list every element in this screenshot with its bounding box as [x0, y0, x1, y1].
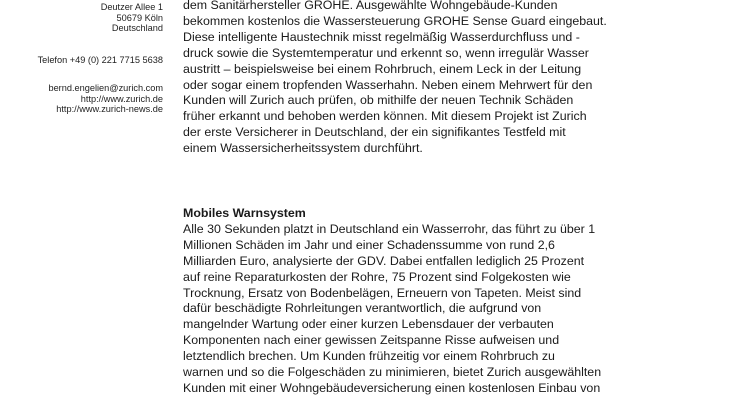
- address-street: Deutzer Allee 1: [100, 2, 163, 12]
- section-heading: Mobiles Warnsystem: [183, 206, 306, 220]
- text-line: Komponenten nach einer gewissen Zeitspanne Risse aufweisen und: [183, 333, 560, 348]
- contact-block: [0, 83, 163, 115]
- text-line: mangelnder Wartung oder einer kurzen Lebensdauer der verbauten: [183, 317, 554, 332]
- website-link[interactable]: http://www.zurich.de: [80, 93, 163, 104]
- text-line: Alle 30 Sekunden platzt in Deutschland ein Wasserrohr, das führt zu über 1: [183, 221, 596, 236]
- text-line: früher erkannt und behoben werden können. Mit diesem Projekt ist Zurich: [183, 109, 587, 124]
- text-line: Millionen Schäden im Jahr und einer Schadenssumme von rund 2,6: [183, 237, 555, 252]
- text-line: bekommen kostenlos die Wassersteuerung GROHE Sense Guard eingebaut.: [183, 13, 607, 28]
- text-line: letztendlich brechen. Um Kunden frühzeitig vor einem Rohrbruch zu: [183, 349, 555, 364]
- text-line: dem Sanitärhersteller GROHE. Ausgewählte Wohngebäude-Kunden: [183, 0, 558, 12]
- news-website-link[interactable]: http://www.zurich-news.de: [56, 104, 163, 115]
- address-country: Deutschland: [111, 23, 163, 34]
- text-line: Milliarden Euro, analysierte der GDV. Dabei entfallen lediglich 25 Prozent: [183, 253, 585, 268]
- address-block: [0, 2, 163, 34]
- text-line: der erste Versicherer in Deutschland, der ein signifikantes Testfeld mit: [183, 125, 566, 140]
- text-line: oder sogar einem tropfenden Wasserhahn. Neben einem Mehrwert für den: [183, 77, 593, 92]
- email-link[interactable]: bernd.engelien@zurich.com: [48, 83, 163, 93]
- phone-number: Telefon +49 (0) 221 7715 5638: [37, 55, 163, 65]
- phone-block: [0, 55, 163, 66]
- section-warnsystem: [183, 206, 653, 397]
- text-line: dafür beschädigte Rohrleitungen verantwortlich, die aufgrund von: [183, 301, 542, 316]
- text-line: Kunden mit einer Wohngebäudeversicherung einen kostenlosen Einbau von: [183, 380, 601, 395]
- text-line: einem Wassersicherheitssystem durchführt.: [183, 141, 423, 156]
- text-line: Diese intelligente Haustechnik misst regelmäßig Wasserdurchfluss und -: [183, 29, 580, 44]
- address-city: 50679 Köln: [116, 12, 163, 23]
- text-line: Kunden will Zurich auch prüfen, ob mithilfe der neuen Technik Schäden: [183, 93, 574, 108]
- text-line: auf reine Reparaturkosten der Rohre, 75 Prozent sind Folgekosten wie: [183, 269, 571, 284]
- text-line: austritt – beispielsweise bei einem Rohrbruch, einem Leck in der Leitung: [183, 61, 582, 76]
- paragraph-grohe: [183, 0, 653, 157]
- text-line: Trocknung, Ersatz von Bodenbelägen, Erneuern von Tapeten. Meist sind: [183, 285, 582, 300]
- text-line: warnen und so die Folgeschäden zu minimieren, bietet Zurich ausgewählten: [183, 365, 602, 380]
- text-line: druck sowie die Systemtemperatur und erkennt so, wenn irregulär Wasser: [183, 45, 589, 60]
